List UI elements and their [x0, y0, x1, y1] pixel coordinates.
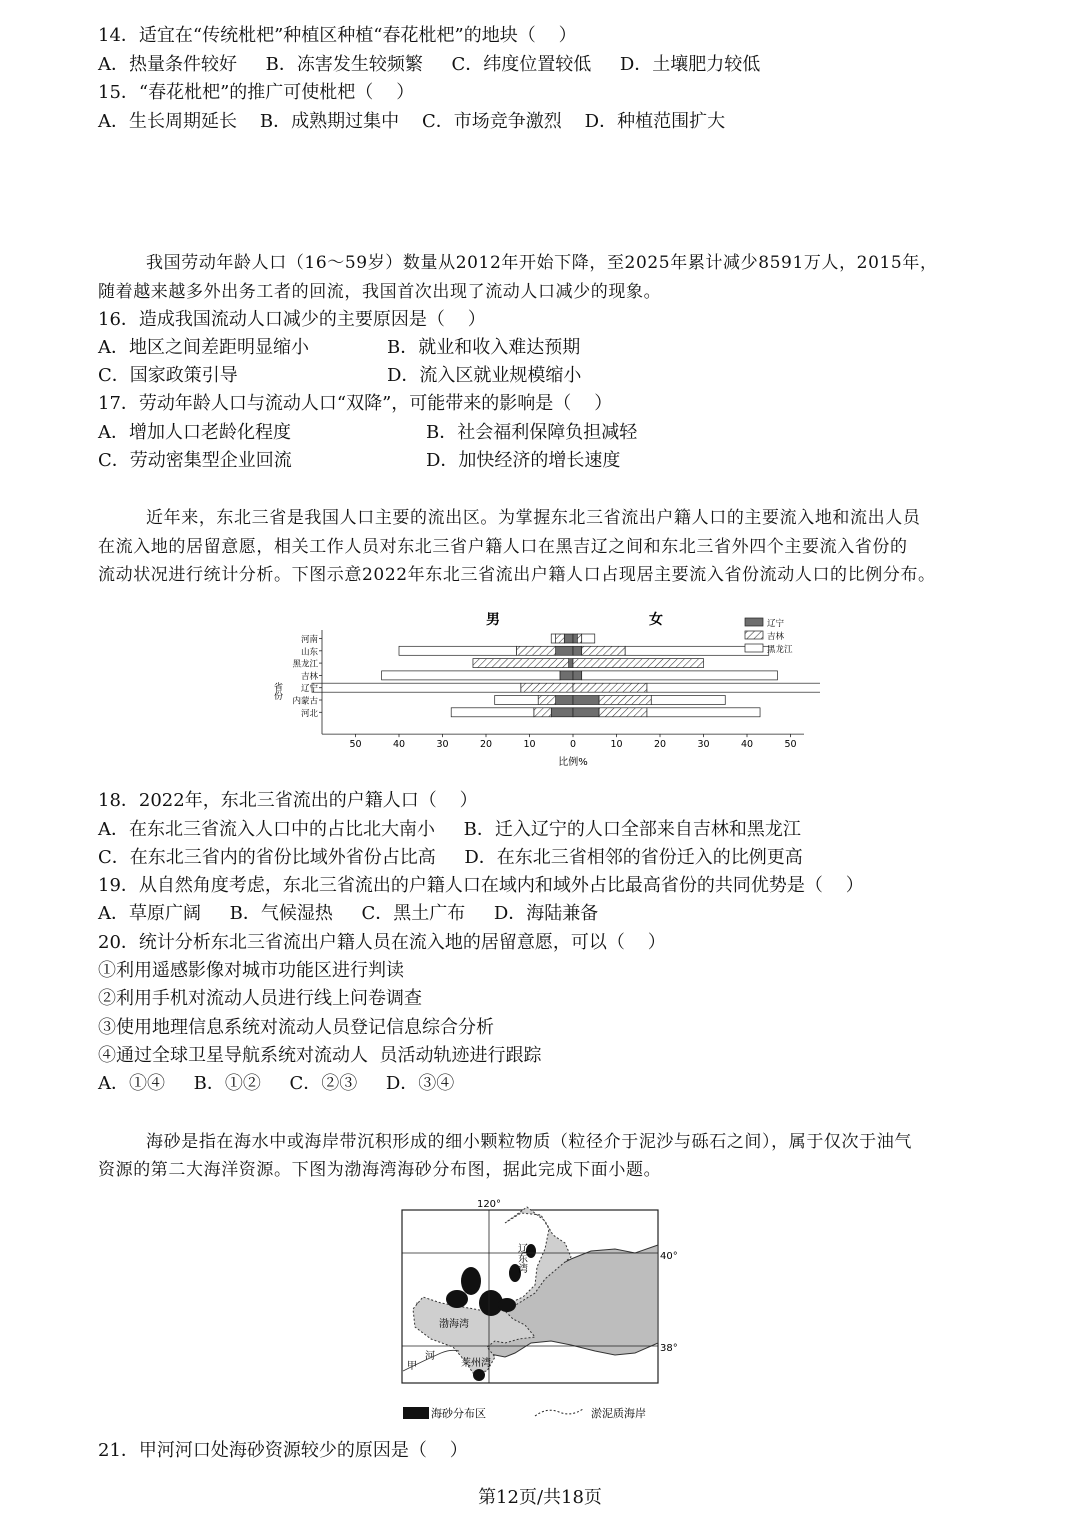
- q16-stem: 16．造成我国流动人口减少的主要原因是（ ）: [98, 309, 486, 330]
- pyramid-x-tick-label: 10: [610, 739, 623, 751]
- q20-stem: 20．统计分析东北三省流出户籍人员在流入地的居留意愿，可以（ ）: [98, 932, 666, 953]
- q15-stem: 15．“春花枇杷”的推广可使枇杷（ ）: [98, 82, 415, 103]
- legend-mud-swatch: [535, 1409, 583, 1416]
- q20-item-1: ①利用遥感影像对城市功能区进行判读: [98, 960, 404, 981]
- q20-item-2: ②利用手机对流动人员进行线上问卷调查: [98, 988, 422, 1009]
- pyramid-bar-female: [573, 646, 582, 655]
- q16-option-c: C．国家政策引导: [98, 365, 238, 386]
- q19-options: A．草原广阔 B．气候湿热 C．黑土广布 D．海陆兼备: [98, 903, 599, 924]
- q14-stem: 14．适宜在“传统枇杷”种植区种植“春花枇杷”的地块（ ）: [98, 25, 577, 46]
- pyramid-bar-female: [573, 671, 582, 680]
- q17-option-c: C．劳动密集型企业回流: [98, 450, 292, 471]
- pyramid-x-tick-label: 40: [740, 739, 754, 751]
- pyramid-x-tick-label: 20: [479, 739, 493, 751]
- q20-options: A．①④ B．①② C．②③ D．③④: [98, 1073, 455, 1094]
- sand-area: [473, 1369, 485, 1381]
- legend-sand-label: 海砂分布区: [431, 1407, 486, 1420]
- sand-area: [498, 1298, 516, 1312]
- pyramid-bar-female: [573, 696, 599, 705]
- pyramid-x-tick-label: 40: [392, 739, 406, 751]
- pyramid-x-tick-label: 10: [523, 739, 536, 751]
- passage2-line3: 流动状况进行统计分析。下图示意2022年东北三省流出户籍人口占现居主要流入省份流动人口的比例分布。: [98, 565, 936, 585]
- pyramid-bar-female: [573, 659, 704, 668]
- pyramid-bar-female: [577, 634, 581, 643]
- pyramid-bar-male: [560, 671, 573, 680]
- q14-options: A．热量条件较好 B．冻害发生较频繁 C．纬度位置较低 D．土壤肥力较低: [98, 54, 761, 75]
- pyramid-bar-male: [312, 683, 521, 692]
- river-label: 河: [425, 1351, 435, 1362]
- jia-label: 甲: [407, 1361, 417, 1372]
- pyramid-category-label: 山东: [300, 647, 318, 658]
- pyramid-category-label: 吉林: [300, 671, 318, 682]
- pyramid-bar-male: [516, 646, 555, 655]
- bohai-sea-sand-map: [395, 1193, 695, 1428]
- pyramid-bar-female: [647, 708, 760, 717]
- sand-area: [446, 1290, 468, 1308]
- pyramid-bar-male: [521, 683, 573, 692]
- q20-item-4: ④通过全球卫星导航系统对流动人 员活动轨迹进行跟踪: [98, 1045, 542, 1066]
- passage2-line1: 近年来，东北三省是我国人口主要的流出区。为掌握东北三省流出户籍人口的主要流入地和流出人员: [98, 508, 921, 528]
- pyramid-x-title: 比例%: [558, 757, 588, 768]
- q16-option-a: A．地区之间差距明显缩小: [98, 337, 309, 358]
- lon-120-label: 120°: [476, 1199, 502, 1210]
- q16-option-d: D．流入区就业规模缩小: [387, 365, 582, 386]
- pyramid-category-label: 辽宁: [300, 684, 318, 695]
- pyramid-legend-swatch: [745, 618, 763, 626]
- pyramid-bar-male: [382, 671, 560, 680]
- q21-stem: 21．甲河河口处海砂资源较少的原因是（ ）: [98, 1440, 468, 1461]
- pyramid-category-label: 河北: [300, 708, 318, 719]
- legend-sand-swatch: [403, 1407, 429, 1419]
- q20-item-3: ③使用地理信息系统对流动人员登记信息综合分析: [98, 1017, 494, 1038]
- pyramid-bar-male: [451, 708, 534, 717]
- pyramid-bar-male: [495, 696, 539, 705]
- pyramid-bar-female: [599, 708, 647, 717]
- q17-stem: 17．劳动年龄人口与流动人口“双降”，可能带来的影响是（ ）: [98, 393, 613, 414]
- liaodong-bay-label: 辽东湾: [515, 1243, 527, 1273]
- pyramid-bar-male: [473, 659, 569, 668]
- q15-options: A．生长周期延长 B．成熟期过集中 C．市场竞争激烈 D．种植范围扩大: [98, 111, 726, 132]
- pyramid-legend-label: 吉林: [767, 632, 785, 642]
- pyramid-bar-male: [564, 634, 573, 643]
- pyramid-x-tick-label: 30: [436, 739, 449, 751]
- pyramid-female-label: 女: [649, 612, 663, 628]
- pyramid-bar-female: [599, 696, 651, 705]
- q17-option-a: A．增加人口老龄化程度: [98, 422, 291, 443]
- bohai-bay-label: 渤海湾: [439, 1319, 469, 1330]
- pyramid-x-tick-label: 30: [697, 739, 710, 751]
- pyramid-bar-male: [551, 708, 573, 717]
- pyramid-bar-female: [582, 671, 778, 680]
- pyramid-bar-male: [569, 659, 573, 668]
- pyramid-bar-male: [538, 696, 555, 705]
- lat-40-label: 40°: [660, 1251, 678, 1262]
- passage3-line2: 资源的第二大海洋资源。下图为渤海湾海砂分布图，据此完成下面小题。: [98, 1160, 662, 1180]
- pyramid-category-label: 内蒙古: [292, 696, 318, 707]
- pyramid-bar-female: [651, 696, 725, 705]
- q19-stem: 19．从自然角度考虑，东北三省流出的户籍人口在域内和域外占比最高省份的共同优势是（ ）: [98, 875, 864, 896]
- population-pyramid-chart: [260, 602, 820, 774]
- pyramid-legend-label: 辽宁: [767, 619, 785, 629]
- passage1-line2: 随着越来越多外出务工者的回流，我国首次出现了流动人口减少的现象。: [98, 282, 662, 302]
- pyramid-bar-female: [573, 634, 577, 643]
- pyramid-bar-female: [573, 683, 647, 692]
- q17-option-d: D．加快经济的增长速度: [426, 450, 621, 471]
- passage2-line2: 在流入地的居留意愿，相关工作人员对东北三省户籍人口在黑吉辽之间和东北三省外四个主要流入省份的: [98, 537, 908, 557]
- pyramid-bar-male: [551, 634, 555, 643]
- sand-area: [461, 1267, 481, 1295]
- pyramid-x-tick-label: 0: [569, 739, 577, 751]
- pyramid-legend: [745, 618, 793, 655]
- pyramid-bar-female: [647, 683, 820, 692]
- pyramid-legend-label: 黑龙江: [767, 645, 793, 655]
- lat-38-label: 38°: [660, 1343, 678, 1354]
- pyramid-x-tick-label: 50: [784, 739, 797, 751]
- page-footer: 第12页/共18页: [478, 1487, 602, 1508]
- pyramid-bar-male: [556, 646, 573, 655]
- pyramid-bar-female: [582, 646, 626, 655]
- pyramid-bar-female: [582, 634, 595, 643]
- pyramid-category-label: 河南: [300, 635, 318, 645]
- pyramid-bar-male: [399, 646, 516, 655]
- laizhou-bay-label: 莱州湾: [461, 1358, 491, 1369]
- pyramid-x-tick-label: 50: [349, 739, 362, 751]
- pyramid-x-tick-label: 20: [653, 739, 667, 751]
- legend-mud-label: 淤泥质海岸: [591, 1407, 646, 1420]
- pyramid-bar-male: [534, 708, 551, 717]
- q18-options-cd: C．在东北三省内的省份比域外省份占比高 D．在东北三省相邻的省份迁入的比例更高: [98, 847, 803, 868]
- pyramid-category-label: 黑龙江: [292, 659, 318, 670]
- pyramid-male-label: 男: [486, 612, 500, 628]
- pyramid-legend-swatch: [745, 644, 763, 652]
- sand-area: [526, 1244, 536, 1258]
- pyramid-legend-swatch: [745, 631, 763, 639]
- passage1-line1: 我国劳动年龄人口（16～59岁）数量从2012年开始下降，至2025年累计减少8591万人，2015年，: [98, 253, 938, 273]
- q16-option-b: B．就业和收入难达预期: [387, 337, 581, 358]
- pyramid-bar-male: [556, 696, 573, 705]
- q18-options-ab: A．在东北三省流入人口中的占比北大南小 B．迁入辽宁的人口全部来自吉林和黑龙江: [98, 819, 801, 840]
- q18-stem: 18．2022年，东北三省流出的户籍人口（ ）: [98, 790, 478, 811]
- pyramid-bar-female: [573, 708, 599, 717]
- passage3-line1: 海砂是指在海水中或海岸带沉积形成的细小颗粒物质（粒径介于泥沙与砾石之间），属于仅次于油气: [98, 1132, 912, 1152]
- q17-option-b: B．社会福利保障负担减轻: [426, 422, 638, 443]
- pyramid-bar-male: [556, 634, 565, 643]
- pyramid-y-title: 省份: [272, 682, 282, 700]
